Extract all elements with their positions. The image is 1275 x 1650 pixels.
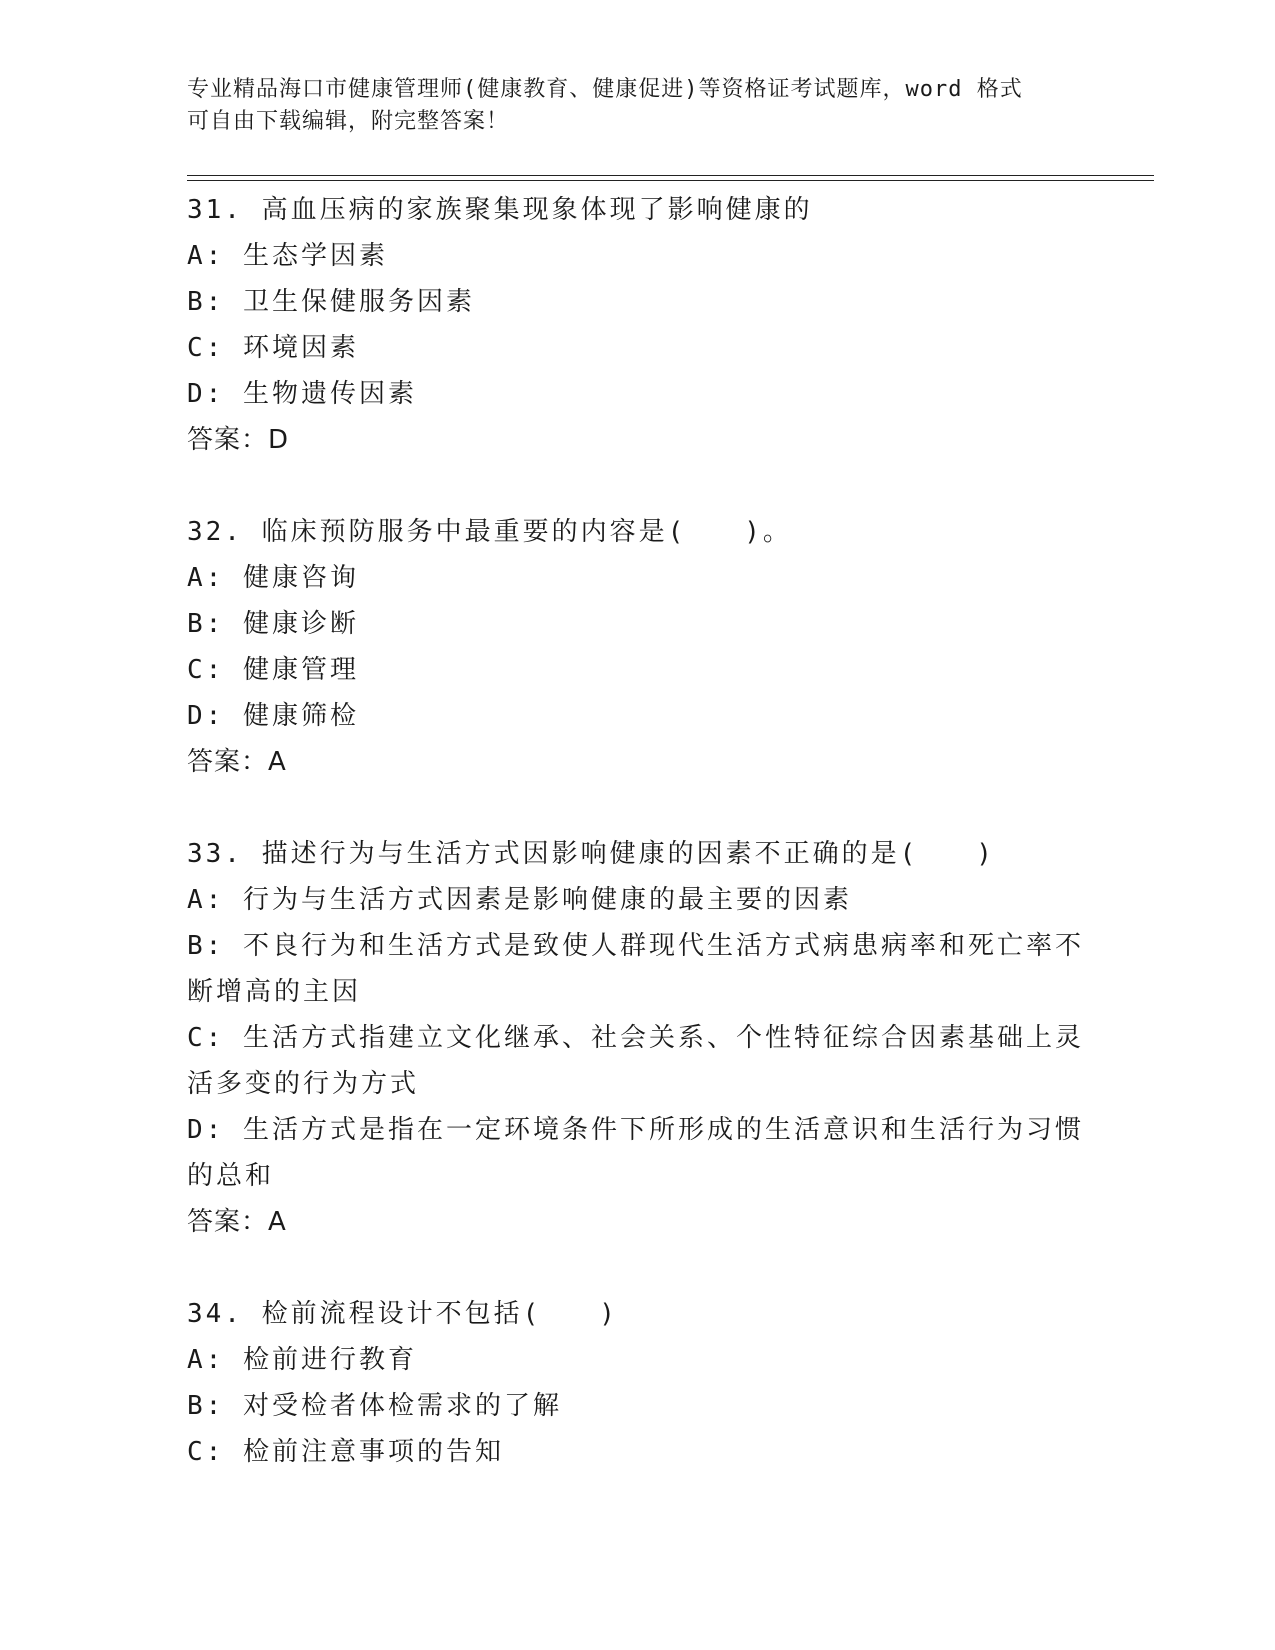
option-d: D: 生物遗传因素	[187, 379, 417, 409]
option-d: D: 健康筛检	[187, 701, 359, 731]
question-list	[187, 187, 1087, 1521]
answer-label: 答案：D	[187, 425, 290, 455]
document-header	[187, 74, 1087, 138]
question-stem: 34. 检前流程设计不包括( )	[187, 1299, 618, 1329]
question-32	[187, 509, 1087, 785]
answer-label: 答案：A	[187, 747, 287, 777]
option-c: C: 环境因素	[187, 333, 359, 363]
option-b: B: 健康诊断	[187, 609, 359, 639]
header-divider-top	[187, 175, 1154, 176]
option-a: A: 健康咨询	[187, 563, 359, 593]
question-stem: 33. 描述行为与生活方式因影响健康的因素不正确的是( )	[187, 839, 995, 869]
answer-label: 答案：A	[187, 1207, 287, 1237]
option-c: C: 检前注意事项的告知	[187, 1437, 504, 1467]
option-a: A: 生态学因素	[187, 241, 388, 271]
option-b: B: 对受检者体检需求的了解	[187, 1391, 562, 1421]
option-b: B: 卫生保健服务因素	[187, 287, 475, 317]
header-line-1: 专业精品海口市健康管理师(健康教育、健康促进)等资格证考试题库，word 格式	[187, 77, 1023, 102]
option-c: C: 生活方式指建立文化继承、社会关系、个性特征综合因素基础上灵活多变的行为方式	[187, 1023, 1084, 1099]
question-34	[187, 1291, 1087, 1475]
question-33	[187, 831, 1087, 1245]
option-b: B: 不良行为和生活方式是致使人群现代生活方式病患病率和死亡率不断增高的主因	[187, 931, 1084, 1007]
header-divider-bottom	[187, 180, 1154, 181]
option-d: D: 生活方式是指在一定环境条件下所形成的生活意识和生活行为习惯的总和	[187, 1115, 1084, 1191]
question-31	[187, 187, 1087, 463]
option-a: A: 行为与生活方式因素是影响健康的最主要的因素	[187, 885, 852, 915]
option-a: A: 检前进行教育	[187, 1345, 417, 1375]
header-line-2: 可自由下载编辑，附完整答案！	[187, 109, 510, 134]
question-stem: 32. 临床预防服务中最重要的内容是( )。	[187, 517, 792, 547]
option-c: C: 健康管理	[187, 655, 359, 685]
question-stem: 31. 高血压病的家族聚集现象体现了影响健康的	[187, 195, 813, 225]
